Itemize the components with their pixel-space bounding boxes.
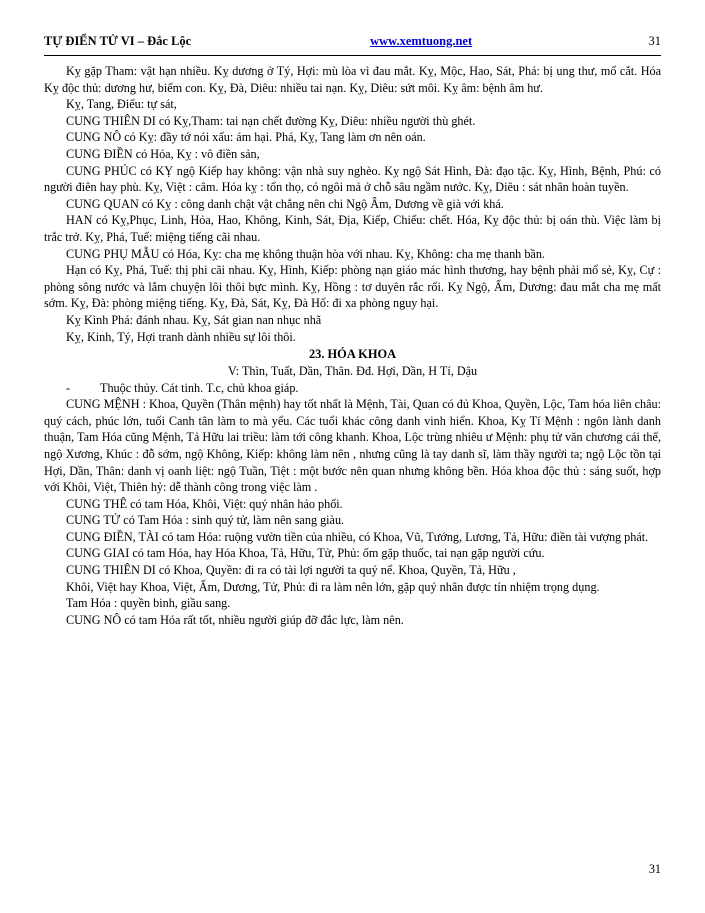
paragraph: Kỵ Kình Phá: đánh nhau. Kỵ, Sát gian nan nhục nhã bbox=[66, 312, 322, 327]
paragraph: Kỵ, Tang, Điếu: tự sát, bbox=[66, 97, 177, 112]
section-subtitle: V: Thìn, Tuất, Dần, Thân. Đđ. Hợi, Dần, H Tí, Dậu bbox=[227, 363, 478, 378]
paragraph: CUNG THIÊN DI có Kỵ,Tham: tai nạn chết đường Kỵ, Diêu: nhiều người thù ghét. bbox=[66, 113, 476, 128]
header-divider bbox=[44, 55, 661, 56]
paragraph: CUNG TỬ có Tam Hóa : sinh quý tử, làm nên sang giàu. bbox=[66, 513, 345, 528]
paragraph: Kỵ gặp Tham: vật hạn nhiều. Kỵ dương ở Tý, Hợi: mù lòa vì đau mắt. Kỵ, Mộc, Hao, Sát, Phá: bị ung thư, mổ cắt. Hóa Kỵ độc thủ: dương hư, biếm con. Kỵ, Đà, Diêu: nhiều tai nạn. Kỵ, Diêu: sứt môi. Kỵ âm: bệnh âm hư. bbox=[44, 64, 661, 95]
paragraph: CUNG NÔ có tam Hóa rất tốt, nhiều người giúp đỡ đắc lực, làm nên. bbox=[66, 612, 404, 627]
header-title: TỰ ĐIỂN TỬ VI – Đắc Lộc bbox=[44, 34, 192, 48]
section-title: 23. HÓA KHOA bbox=[308, 347, 397, 362]
list-item bbox=[44, 380, 661, 397]
paragraph: Tam Hóa : quyền binh, giầu sang. bbox=[66, 596, 231, 611]
paragraph: HAN có Kỵ,Phục, Linh, Hỏa, Hao, Không, Kinh, Sát, Địa, Kiếp, Chiếu: chết. Hóa, Kỵ độc thủ: bị oán thù. Việc làm bị trắc trở. Kỵ, Phá, Tuế: miệng tiếng cãi nhau. bbox=[44, 213, 661, 244]
dash-bullet: - bbox=[66, 380, 71, 395]
document-body bbox=[44, 63, 661, 628]
page-header bbox=[44, 34, 661, 55]
paragraph: CUNG GIAI có tam Hóa, hay Hóa Khoa, Tả, Hữu, Tử, Phủ: ốm gặp thuốc, tai nạn gặp người cứu. bbox=[66, 546, 545, 561]
paragraph: CUNG THÊ có tam Hóa, Khôi, Việt: quý nhân hảo phối. bbox=[66, 496, 343, 511]
paragraph: CUNG ĐIỀN, TÀI có tam Hóa: ruộng vườn tiền của nhiều, có Khoa, Vũ, Tướng, Lương, Tả, Hữu: điền tài vượng phát. bbox=[66, 529, 649, 544]
header-url-link[interactable]: www.xemtuong.net bbox=[370, 34, 473, 48]
paragraph: CUNG ĐIỀN có Hóa, Kỵ : vô điền sản, bbox=[66, 146, 260, 161]
paragraph: CUNG PHÚC có KỴ ngộ Kiếp hay không: vận nhà suy nghèo. Kỵ ngộ Sát Hình, Đà: đạo tặc. Kỵ, Hình, Bệnh, Phú: có người điên hay phù. Kỵ, Việt : câm. Hóa kỵ : tổn thọ, có ngôi mả ở chỗ sâu ngầm nước. Kỵ, Diêu : sát nhân hoàn tuyền. bbox=[44, 163, 661, 195]
paragraph: CUNG PHỤ MẪU có Hóa, Kỵ: cha mẹ không thuận hòa với nhau. Kỵ, Không: cha mẹ thanh bần. bbox=[66, 246, 545, 261]
paragraph: CUNG QUAN có Kỵ : công danh chật vật chẳng nên chi Ngộ Âm, Dương về già với khá. bbox=[66, 196, 504, 211]
page-footer bbox=[44, 862, 661, 877]
list-item-label: Thuộc thủy. Cát tinh. T.c, chủ khoa giáp. bbox=[100, 380, 299, 395]
header-page-number: 31 bbox=[648, 34, 661, 48]
footer-page-number: 31 bbox=[648, 862, 661, 876]
paragraph: CUNG NÔ có Kỵ: đầy tớ nói xấu: ám hại. Phá, Kỵ, Tang làm ơn nên oán. bbox=[66, 130, 426, 145]
paragraph: Kỵ, Kinh, Tý, Hợi tranh dành nhiều sự lôi thôi. bbox=[66, 329, 296, 344]
paragraph: Hạn có Kỵ, Phá, Tuế: thị phi cãi nhau. Kỵ, Hình, Kiếp: phòng nạn giáo mác hình thương, hay bệnh phải mổ sẻ, Kỵ, Cự : phòng sông nước và lắm chuyện lôi thôi bực mình. Kỵ, Hồng : tơ duyên rắc rối. Kỵ Ngộ, Ẩm, Dương: đau mắt cha mẹ mất sớm. Kỵ, Đà: phòng miệng tiếng. Kỵ, Đà, Sát, Kỵ, Đà Hổ: đi xa phòng nguy hại. bbox=[44, 263, 661, 311]
paragraph: Khôi, Việt hay Khoa, Việt, Ấm, Dương, Tử, Phủ: đi ra làm nên lớn, gặp quý nhân được tín nhiệm trọng dụng. bbox=[66, 579, 600, 594]
paragraph: CUNG MỆNH : Khoa, Quyền (Thân mệnh) hay tốt nhất là Mệnh, Tài, Quan có đủ Khoa, Quyền, Lộc, Tam hóa liên châu: quý cách, phúc lớn, tuổi Canh tân làm to mà yểu. Các tuổi khác công danh vinh hiển. Khoa, Kỵ Tí Mệnh : ngôn lành danh thuận, Tam Hóa cũng Mệnh, Tả Hữu lai triều: làm tới công khanh. Khoa, Lộc trùng nhiêu ư Mệnh: phụ tử văn chương cái thế, ngộ Xương, Khúc : đỗ sớm, ngộ Không, Kiếp: không làm nên , nhưng cũng là tay danh sĩ, làm thầy người ta; ngộ Lộc tồn tại Hợi, Dần, Thân: danh vị oanh liệt: ngộ Tuần, Tiệt : một bước nên quan nhưng không bền. Hóa khoa độc thủ : sáng suốt, hợp với Khôi, Việt, Thiên hỷ: dễ thành công trong việc làm . bbox=[44, 397, 661, 495]
paragraph: CUNG THIÊN DI có Khoa, Quyền: đi ra có tài lợi người ta quý nể. Khoa, Quyền, Tả, Hữu , bbox=[66, 563, 516, 578]
